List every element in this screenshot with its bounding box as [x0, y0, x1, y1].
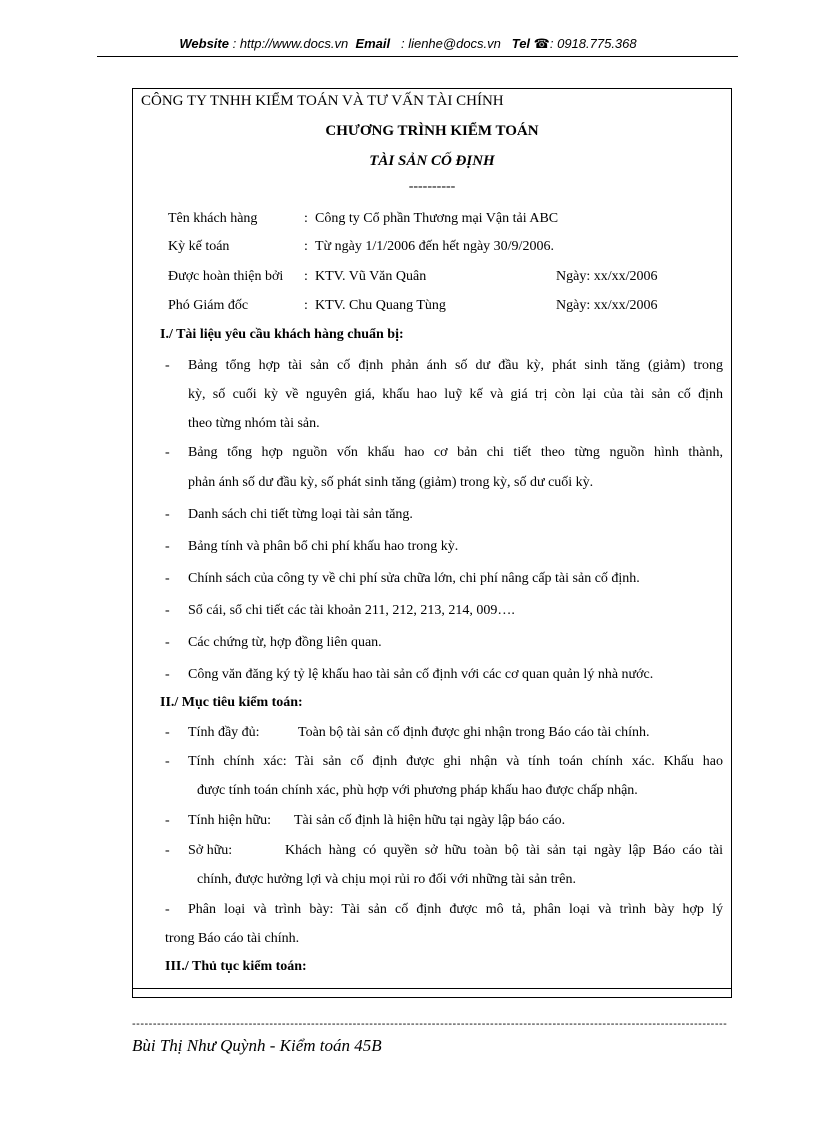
preparer-sep: : [304, 269, 308, 284]
document-frame [132, 88, 732, 998]
company-name: CÔNG TY TNHH KIỂM TOÁN VÀ TƯ VẤN TÀI CHÍNH [141, 93, 504, 109]
frame-bottom-rule [133, 988, 731, 989]
section1-heading: I./ Tài liệu yêu cầu khách hàng chuẩn bị: [160, 327, 404, 342]
s1-item7: Các chứng từ, hợp đồng liên quan. [188, 635, 382, 650]
section3-heading: III./ Thủ tục kiểm toán: [165, 959, 307, 974]
tel-label: Tel [511, 36, 531, 51]
client-label: Tên khách hàng [168, 211, 258, 226]
website-label: Website [179, 36, 229, 51]
period-label: Kỳ kế toán [168, 239, 230, 254]
bullet: - [165, 902, 170, 917]
s2-item5-line2: trong Báo cáo tài chính. [165, 931, 300, 946]
bullet: - [165, 667, 170, 682]
s2-item3-text: Tài sản cố định là hiện hữu tại ngày lập báo cáo. [294, 813, 566, 828]
s1-item2-line1: Bảng tổng hợp nguồn vốn khấu hao cơ bản chi tiết theo từng nguồn hình thành, [188, 445, 723, 460]
preparer-date: Ngày: xx/xx/2006 [556, 269, 658, 284]
s1-item1-line2: kỳ, số cuối kỳ về nguyên giá, khấu hao luỹ kế và giá trị còn lại của tài sản cố định [188, 387, 723, 402]
phone-icon: ☎ [533, 36, 550, 51]
doc-subtitle: TÀI SẢN CỐ ĐỊNH [369, 153, 495, 169]
s2-item1-term: Tính đầy đủ: [188, 725, 260, 740]
period-sep: : [304, 239, 308, 254]
doc-title: CHƯƠNG TRÌNH KIỂM TOÁN [325, 123, 539, 139]
s1-item8: Công văn đăng ký tỷ lệ khấu hao tài sản cố định với các cơ quan quản lý nhà nước. [188, 667, 654, 682]
deputy-date: Ngày: xx/xx/2006 [556, 298, 658, 313]
section2-heading: II./ Mục tiêu kiểm toán: [160, 695, 303, 710]
s1-item1-line1: Bảng tổng hợp tài sản cố định phản ánh số dư đầu kỳ, phát sinh tăng (giảm) trong [188, 358, 723, 373]
bullet: - [165, 445, 170, 460]
deputy-value: KTV. Chu Quang Tùng [315, 298, 446, 313]
preparer-value: KTV. Vũ Văn Quân [315, 269, 427, 284]
email-value: : lienhe@docs.vn [400, 36, 501, 51]
footer-author: Bùi Thị Như Quỳnh - Kiểm toán 45B [132, 1036, 382, 1055]
s2-item4-line2: chính, được hưởng lợi và chịu mọi rủi ro đối với những tài sản trên. [197, 872, 576, 887]
bullet: - [165, 571, 170, 586]
preparer-label: Được hoàn thiện bởi [168, 269, 284, 284]
s2-item5-line1: Phân loại và trình bày: Tài sản cố định được mô tả, phân loại và trình bày hợp lý [188, 902, 723, 917]
s2-item2-line2: được tính toán chính xác, phù hợp với phương pháp khấu hao được chấp nhận. [197, 783, 638, 798]
s1-item6: Sổ cái, sổ chi tiết các tài khoản 211, 212, 213, 214, 009…. [188, 603, 515, 618]
client-sep: : [304, 211, 308, 226]
bullet: - [165, 603, 170, 618]
bullet: - [165, 507, 170, 522]
s2-item1-text: Toàn bộ tài sản cố định được ghi nhận trong Báo cáo tài chính. [298, 725, 650, 740]
bullet: - [165, 754, 170, 769]
s1-item1-line3: theo từng nhóm tài sản. [188, 416, 320, 431]
s2-item4-line1: Khách hàng có quyền sở hữu toàn bộ tài sản tại ngày lập Báo cáo tài [285, 843, 723, 858]
s1-item3: Danh sách chi tiết từng loại tài sản tăng. [188, 507, 413, 522]
s2-item3-term: Tính hiện hữu: [188, 813, 272, 828]
tel-value: : 0918.775.368 [549, 36, 637, 51]
period-value: Từ ngày 1/1/2006 đến hết ngày 30/9/2006. [315, 239, 554, 254]
bullet: - [165, 539, 170, 554]
deputy-sep: : [304, 298, 308, 313]
deputy-label: Phó Giám đốc [168, 298, 249, 313]
header-rule [97, 56, 738, 57]
footer-divider: ----------------------------------------------------------------------------------------------------------------------------------------------- [132, 1018, 728, 1030]
page-header [0, 36, 816, 52]
bullet: - [165, 843, 170, 858]
bullet: - [165, 813, 170, 828]
s1-item4: Bảng tính và phân bổ chi phí khấu hao trong kỳ. [188, 539, 459, 554]
s1-item5: Chính sách của công ty về chi phí sửa chữa lớn, chi phí nâng cấp tài sản cố định. [188, 571, 640, 586]
bullet: - [165, 635, 170, 650]
bullet: - [165, 725, 170, 740]
title-divider: ---------- [408, 179, 456, 194]
bullet: - [165, 358, 170, 373]
s2-item4-term: Sở hữu: [188, 843, 233, 858]
client-value: Công ty Cổ phần Thương mại Vận tải ABC [315, 211, 559, 226]
website-value: : http://www.docs.vn [232, 36, 349, 51]
s2-item2-line1: Tính chính xác: Tài sản cố định được ghi nhận và tính toán chính xác. Khấu hao [188, 754, 723, 769]
s1-item2-line2: phản ánh số dư đầu kỳ, số phát sinh tăng (giảm) trong kỳ, số dư cuối kỳ. [188, 475, 594, 490]
email-label: Email [355, 36, 391, 51]
